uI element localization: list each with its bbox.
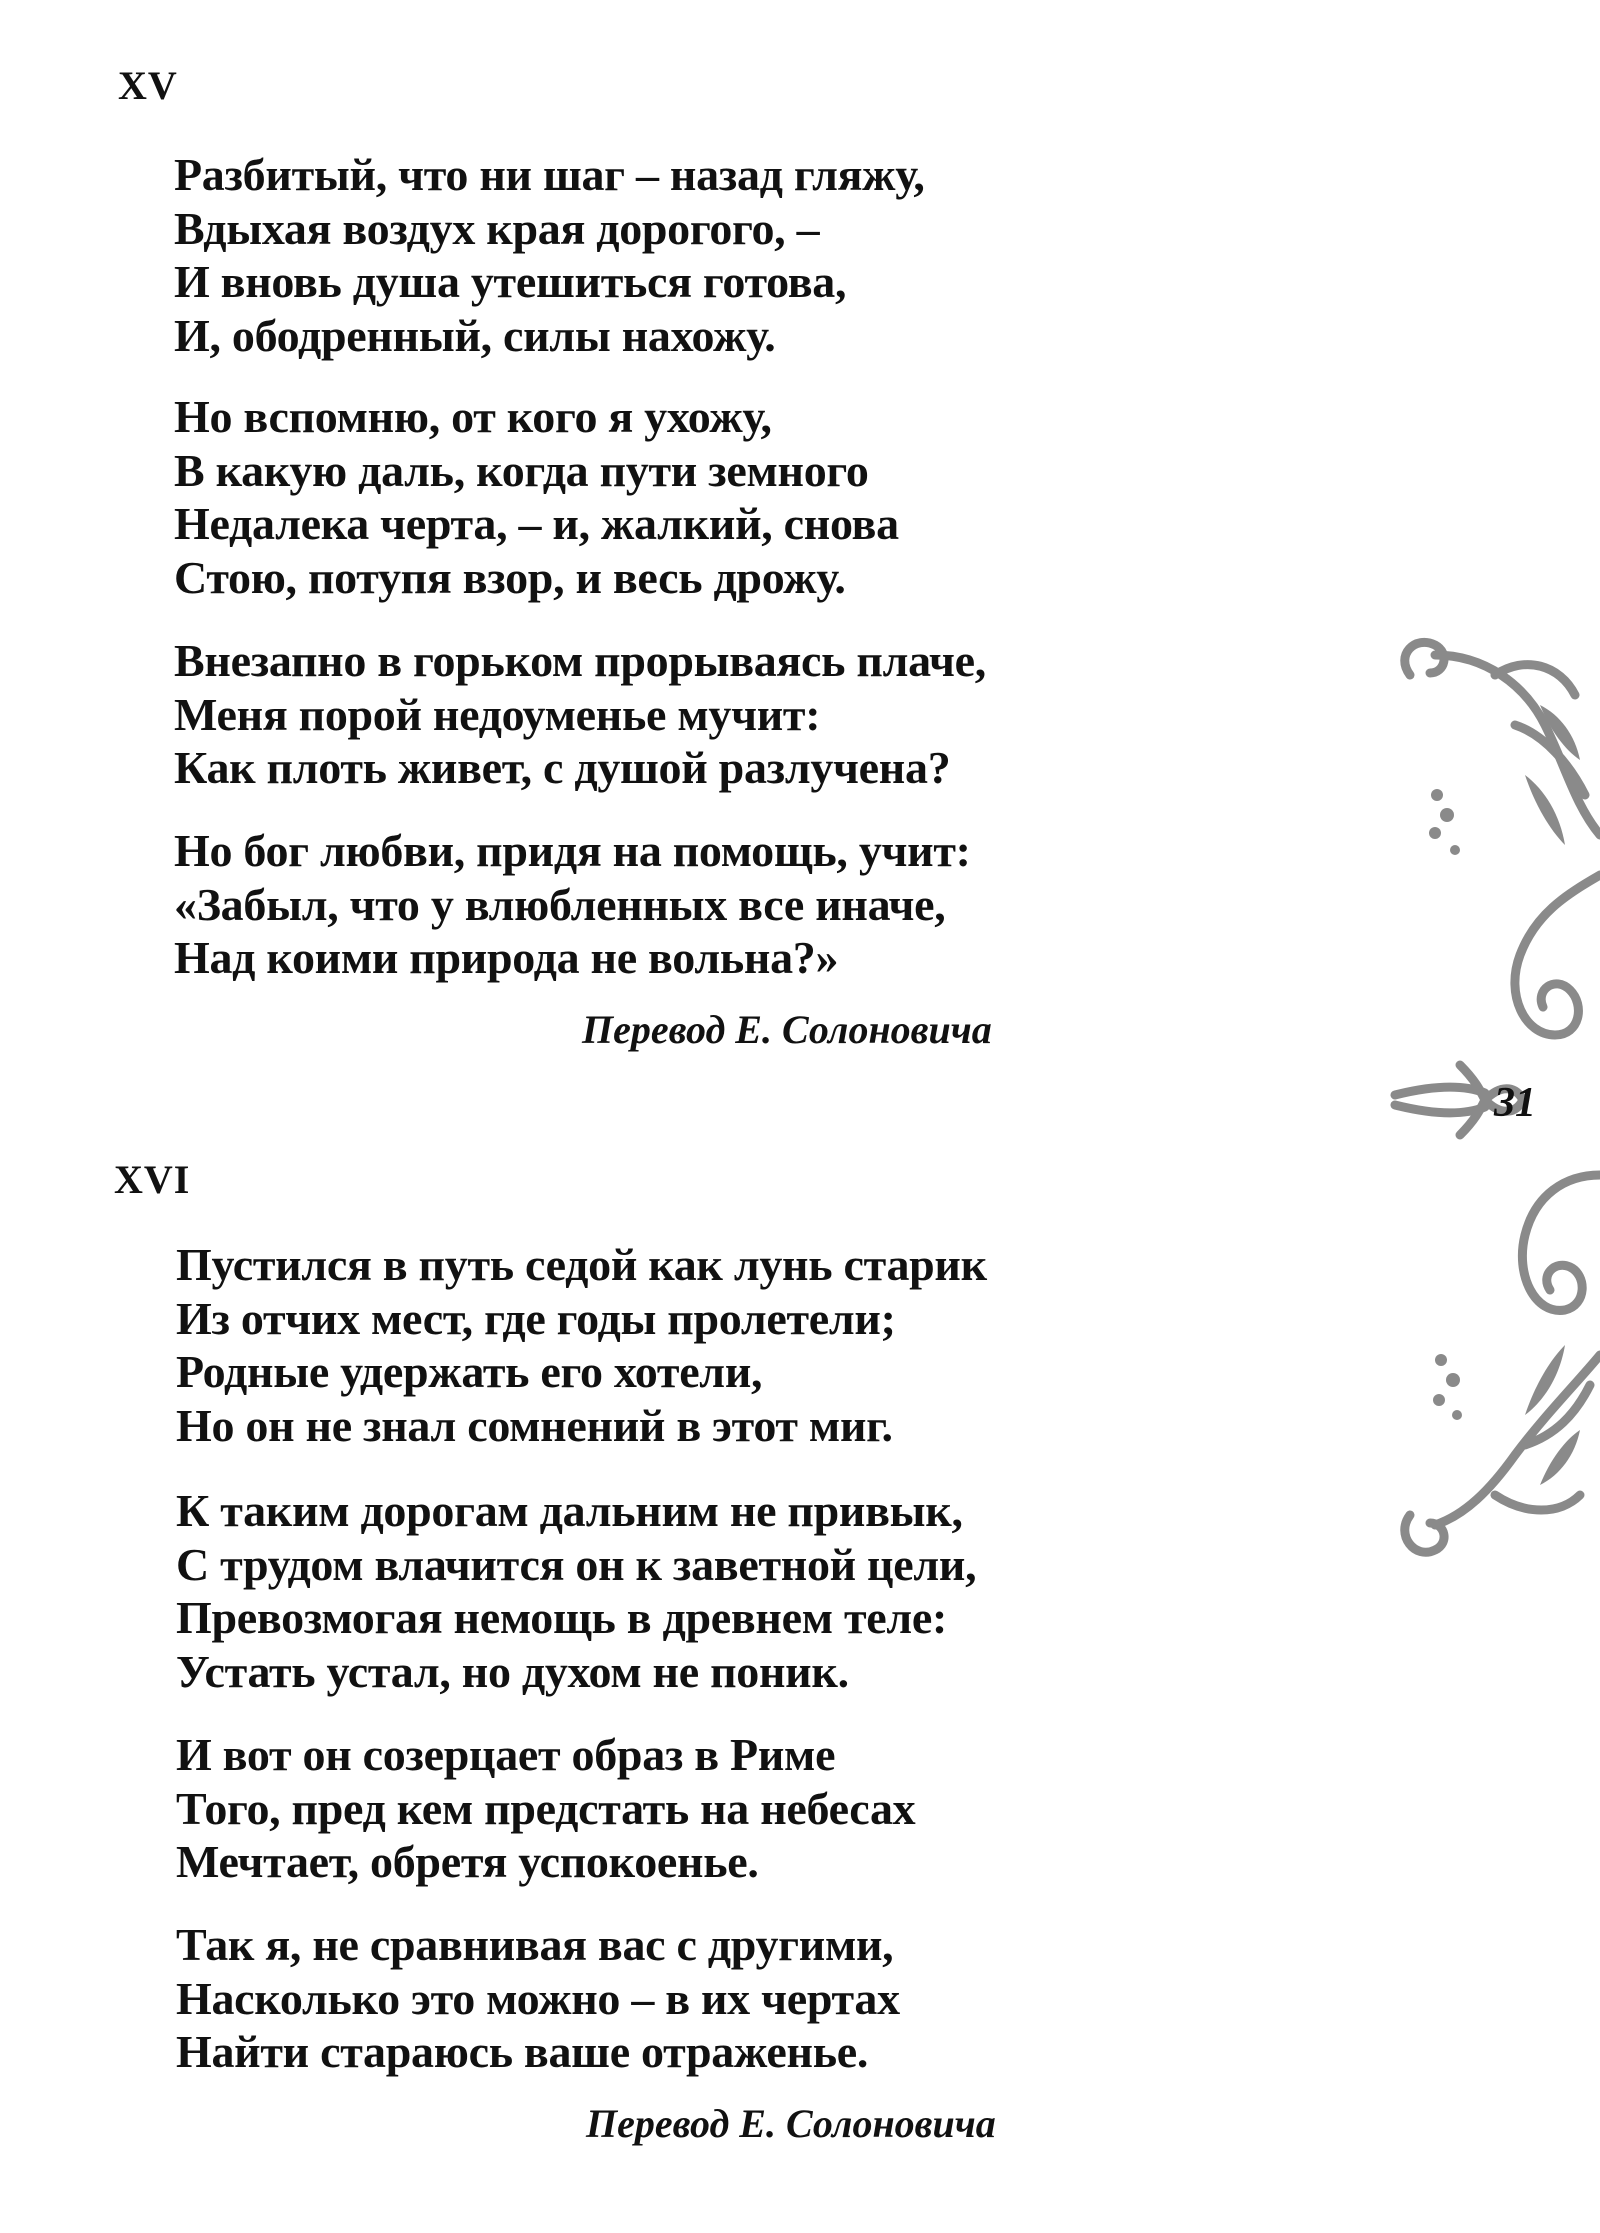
poem-number: XVI bbox=[114, 1157, 191, 1202]
stanza bbox=[176, 1918, 900, 2079]
poem-line: Как плоть живет, с душой разлучена? bbox=[174, 742, 951, 793]
poem-line: Стою, потупя взор, и весь дрожу. bbox=[174, 551, 846, 603]
stanza bbox=[176, 1484, 976, 1698]
poem-line: И, ободренный, силы нахожу. bbox=[174, 309, 776, 361]
poem-line: Но вспомню, от кого я ухожу, bbox=[174, 391, 772, 442]
poem-line: Превозмогая немощь в древнем теле: bbox=[176, 1592, 948, 1643]
page-number: 31 bbox=[1494, 1080, 1536, 1126]
stanza bbox=[174, 390, 899, 604]
poem-line: И вот он созерцает образ в Риме bbox=[176, 1729, 836, 1780]
poem-line: Над коими природа не вольна?» bbox=[174, 932, 839, 983]
poem-line: Меня порой недоуменье мучит: bbox=[174, 688, 821, 740]
poem-line: Найти стараюсь ваше отраженье. bbox=[176, 2026, 869, 2077]
stanza bbox=[176, 1238, 987, 1452]
poem-line: Недалека черта, – и, жалкий, снова bbox=[174, 498, 899, 549]
poem-line: Но бог любви, придя на помощь, учит: bbox=[174, 825, 971, 876]
poem-line: В какую даль, когда пути земного bbox=[174, 444, 869, 496]
poem-line: Так я, не сравнивая вас с другими, bbox=[176, 1919, 894, 1970]
poem-line: Но он не знал сомнений в этот миг. bbox=[176, 1399, 893, 1451]
poem-line: Из отчих мест, где годы пролетели; bbox=[176, 1292, 896, 1344]
poem-line: Разбитый, что ни шаг – назад гляжу, bbox=[174, 149, 925, 200]
stanza bbox=[174, 824, 971, 985]
poem-line: С трудом влачится он к заветной цели, bbox=[176, 1538, 977, 1590]
stanza bbox=[174, 148, 925, 362]
poem-line: Родные удержать его хотели, bbox=[176, 1346, 763, 1397]
poem-line: Вдыхая воздух края дорогого, – bbox=[174, 202, 820, 254]
stanza bbox=[176, 1728, 915, 1889]
translator-credit: Перевод Е. Солоновича bbox=[582, 1007, 992, 1052]
stanza bbox=[174, 634, 986, 795]
floral-scroll-ornament-icon bbox=[1375, 615, 1600, 1575]
translator-credit: Перевод Е. Солоновича bbox=[586, 2101, 996, 2146]
poem-line: Устать устал, но духом не поник. bbox=[176, 1645, 849, 1697]
poem-line: Пустился в путь седой как лунь старик bbox=[176, 1239, 987, 1290]
poem-line: Насколько это можно – в их чертах bbox=[176, 1972, 900, 2024]
poem-line: И вновь душа утешиться готова, bbox=[174, 256, 847, 307]
poem-line: К таким дорогам дальним не привык, bbox=[176, 1485, 963, 1536]
poem-number: XV bbox=[118, 63, 178, 108]
poem-line: «Забыл, что у влюбленных все иначе, bbox=[174, 878, 946, 930]
poem-line: Внезапно в горьком прорываясь плаче, bbox=[174, 635, 986, 686]
poem-line: Того, пред кем предстать на небесах bbox=[176, 1782, 916, 1834]
poem-line: Мечтает, обретя успокоенье. bbox=[176, 1836, 759, 1887]
